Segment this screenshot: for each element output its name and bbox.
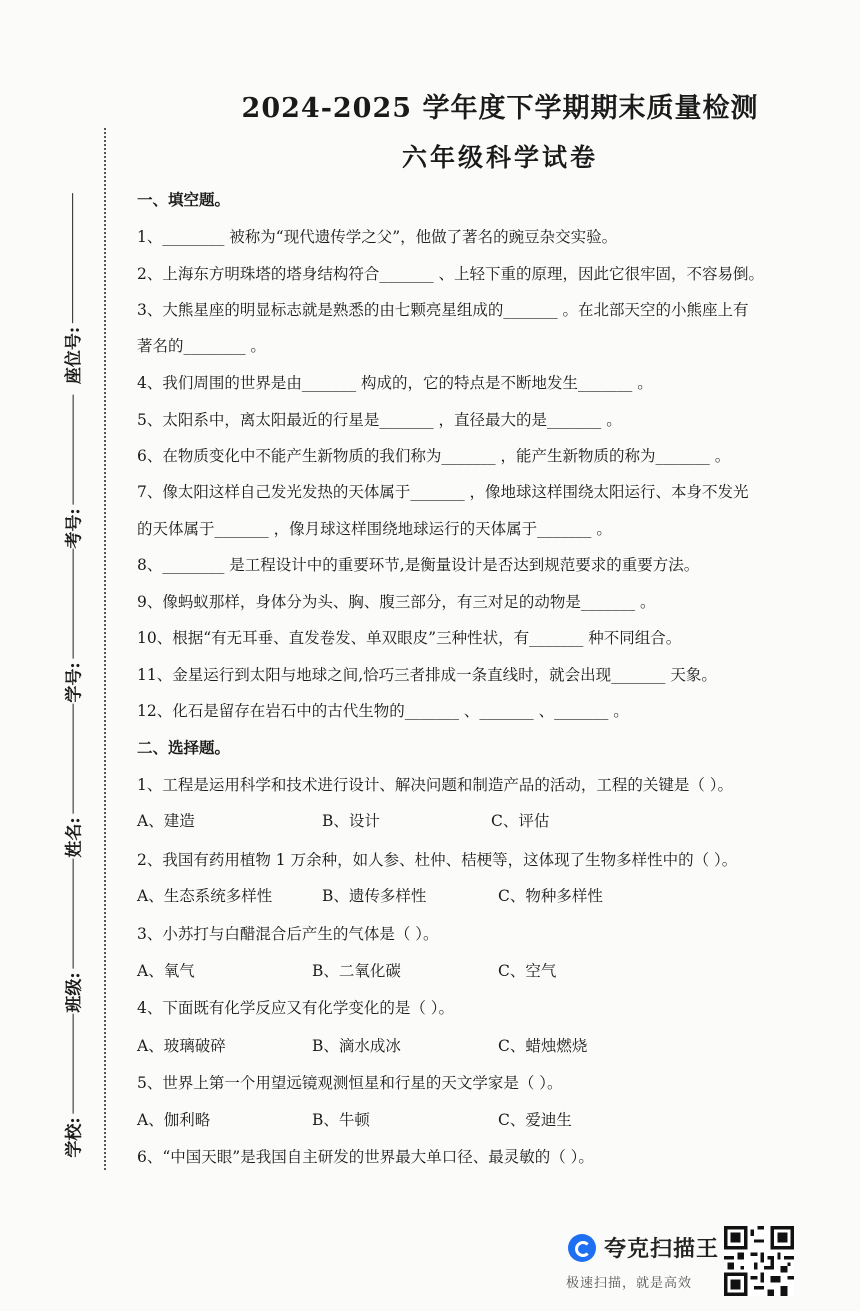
exam-title: 2024-2025 学年度下学期期末质量检测 <box>241 93 759 124</box>
option-c[interactable]: C、爱迪生 <box>498 1111 572 1129</box>
option-c[interactable]: C、空气 <box>498 962 557 980</box>
choice-question: 5、世界上第一个用望远镜观测恒星和行星的天文学家是（ ）。 <box>137 1074 563 1092</box>
name-field[interactable] <box>42 705 102 858</box>
option-a[interactable]: A、建造 <box>137 812 195 830</box>
option-c[interactable]: C、蜡烛燃烧 <box>498 1037 588 1055</box>
option-b[interactable]: B、牛顿 <box>312 1111 370 1129</box>
option-a[interactable]: A、玻璃破碎 <box>137 1037 226 1055</box>
brand-name: 夸克扫描王 <box>604 1237 720 1262</box>
choice-question: 3、小苏打与白醋混合后产生的气体是（ ）。 <box>137 925 439 943</box>
fill-question: 12、化石是留存在岩石中的古代生物的_______ 、_______ 、_______ 。 <box>137 702 629 720</box>
fill-question-continued: 著名的________ 。 <box>137 337 266 355</box>
fill-question: 6、在物质变化中不能产生新物质的我们称为_______ ，能产生新物质的称为_______ 。 <box>137 447 731 465</box>
fill-question: 11、金星运行到太阳与地球之间,恰巧三者排成一条直线时，就会出现_______ 天象。 <box>137 666 717 684</box>
seat-number-field[interactable] <box>42 188 102 388</box>
option-b[interactable]: B、遗传多样性 <box>322 887 427 905</box>
option-b[interactable]: B、设计 <box>322 812 380 830</box>
exam-number-field[interactable] <box>42 396 102 549</box>
class-field[interactable] <box>42 860 102 1013</box>
fill-question: 3、大熊星座的明显标志就是熟悉的由七颗亮星组成的_______ 。在北部天空的小熊座上有 <box>137 301 749 319</box>
student-number-label: 学号: <box>64 661 85 703</box>
exam-number-label: 考号: <box>64 507 85 549</box>
fill-question: 7、像太阳这样自己发光发热的天体属于_______ ，像地球这样围绕太阳运行、本身不发光 <box>137 483 749 501</box>
section-fill-in-heading: 一、填空题。 <box>137 190 231 209</box>
exam-subtitle: 六年级科学试卷 <box>401 143 598 172</box>
binding-dotted-line <box>104 128 106 1170</box>
fill-question: 10、根据“有无耳垂、直发卷发、单双眼皮”三种性状，有_______ 种不同组合。 <box>137 629 682 647</box>
choice-question: 6、“中国天眼”是我国自主研发的世界最大单口径、最灵敏的（ ）。 <box>137 1148 594 1166</box>
fill-question: 8、________ 是工程设计中的重要环节,是衡量设计是否达到规范要求的重要方法。 <box>137 556 700 574</box>
choice-question: 1、工程是运用科学和技术进行设计、解决问题和制造产品的活动，工程的关键是（ ）。 <box>137 776 734 794</box>
option-c[interactable]: C、评估 <box>491 812 550 830</box>
fill-question: 1、________ 被称为“现代遗传学之父”，他做了著名的豌豆杂交实验。 <box>137 228 618 246</box>
option-b[interactable]: B、二氧化碳 <box>312 962 401 980</box>
name-label: 姓名: <box>64 816 85 858</box>
section-choice-heading: 二、选择题。 <box>137 738 231 757</box>
student-number-field[interactable] <box>42 550 102 703</box>
school-label: 学校: <box>64 1116 85 1158</box>
seat-number-label: 座位号: <box>64 326 85 384</box>
option-a[interactable]: A、伽利略 <box>137 1111 211 1129</box>
fill-question: 4、我们周围的世界是由_______ 构成的，它的特点是不断地发生_______ 。 <box>137 374 653 392</box>
fill-question: 2、上海东方明珠塔的塔身结构符合_______ 、上轻下重的原理，因此它很牢固，不容易倒。 <box>137 265 765 283</box>
school-field[interactable] <box>42 1010 102 1160</box>
fill-question: 9、像蚂蚁那样，身体分为头、胸、腹三部分，有三对足的动物是_______ 。 <box>137 593 656 611</box>
option-a[interactable]: A、氧气 <box>137 962 195 980</box>
fill-question-continued: 的天体属于_______ ，像月球这样围绕地球运行的天体属于_______ 。 <box>137 520 612 538</box>
qr-code-icon <box>724 1226 794 1296</box>
choice-question: 4、下面既有化学反应又有化学变化的是（ ）。 <box>137 999 455 1017</box>
option-c[interactable]: C、物种多样性 <box>498 887 603 905</box>
scanner-watermark <box>568 1232 719 1263</box>
option-a[interactable]: A、生态系统多样性 <box>137 887 273 905</box>
brand-slogan: 极速扫描，就是高效 <box>566 1276 693 1291</box>
fill-question: 5、太阳系中，离太阳最近的行星是_______ ，直径最大的是_______ 。 <box>137 411 622 429</box>
choice-question: 2、我国有药用植物 1 万余种，如人参、杜仲、桔梗等，这体现了生物多样性中的（ ）。 <box>137 851 738 869</box>
option-b[interactable]: B、滴水成冰 <box>312 1037 401 1055</box>
quark-logo-icon <box>568 1234 596 1262</box>
class-label: 班级: <box>64 971 85 1013</box>
